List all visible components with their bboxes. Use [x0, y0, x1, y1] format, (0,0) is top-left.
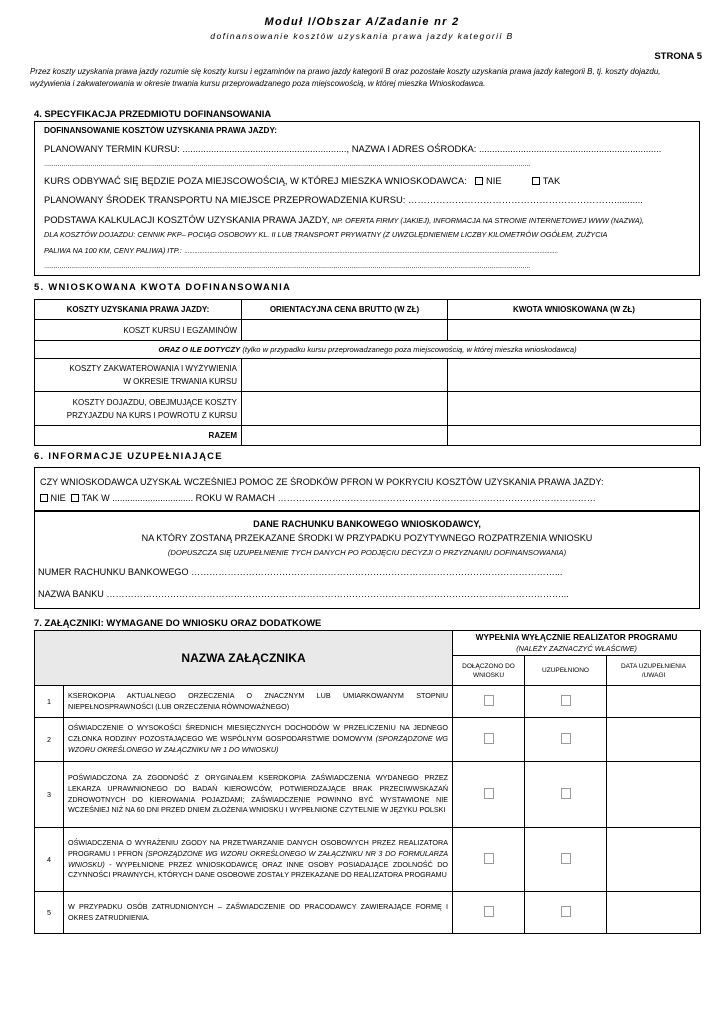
course-amount-input[interactable] — [448, 320, 701, 341]
program-header — [453, 631, 701, 656]
table-row — [35, 892, 701, 934]
course-center-label: , NAZWA I ADRES OŚRODKA: — [346, 143, 477, 154]
row-travel-line-2: PRZYJAZDU NA KURS I POWROTU Z KURSU — [66, 410, 237, 420]
attachment-name-header: NAZWA ZAŁĄCZNIKA — [35, 631, 453, 686]
total-price-input[interactable] — [242, 426, 448, 446]
row-total-label: RAZEM — [35, 426, 242, 446]
supplemented-header: UZUPEŁNIONO — [525, 656, 607, 686]
attached-checkbox[interactable] — [484, 733, 494, 744]
section-4-heading: DOFINANSOWANIE KOSZTÓW UZYSKANIA PRAWA JAZDY: — [44, 126, 278, 135]
attachment-text: KSEROKOPIA AKTUALNEGO ORZECZENIA O ZNACZNYM LUB UMIARKOWANYM STOPNIU NIEPEŁNOSPRAWNOŚCI (LUB ORZECZENIA RÓWNOWAŻNEGO) — [68, 690, 449, 711]
supplemented-checkbox[interactable] — [561, 733, 571, 744]
row-accommodation-label — [35, 359, 242, 392]
course-price-input[interactable] — [242, 320, 448, 341]
attachment-number: 1 — [35, 686, 64, 718]
section-4-title: 4. SPECYFIKACJA PRZEDMIOTU DOFINANSOWANIA — [34, 108, 272, 119]
note-rest: (tylko w przypadku kursu przeprowadzanego poza miejscowością, w której mieszka wnioskodawca) — [240, 345, 577, 354]
attachment-description — [64, 686, 453, 718]
course-term-label: PLANOWANY TERMIN KURSU: — [44, 143, 180, 154]
table-row — [35, 718, 701, 762]
outside-yes-label: TAK — [542, 175, 561, 186]
additional-costs-note — [35, 341, 701, 359]
bank-title: DANE RACHUNKU BANKOWEGO WNIOSKODAWCY, — [253, 519, 481, 529]
row-travel-line-1: KOSZTY DOJAZDU, OBEJMUJĄCE KOSZTY — [72, 397, 237, 407]
intro-text: Przez koszty uzyskania prawa jazdy rozumie się koszty kursu i egzaminów na prawo jazdy kategorii B oraz pozostałe koszty uzyskania prawa jazdy kategorii B, tj. koszty dojazdu, wyżywienia i zakwaterowania w okresie trwania kursu przeprowadzanego poza miejscowością, w której mieszka Wnioskodawca. — [30, 67, 661, 88]
outside-locality-row — [44, 175, 694, 186]
row-accommodation-line-1: KOSZTY ZAKWATEROWANIA I WYŻYWIENIA — [69, 364, 237, 373]
account-row — [38, 567, 696, 577]
basis-note-3: PALIWA NA 100 KM, CENY PALIWA) ITP.: — [44, 246, 182, 255]
supplemented-checkbox[interactable] — [561, 788, 571, 799]
travel-amount-input[interactable] — [448, 392, 701, 426]
outside-no-checkbox[interactable] — [475, 177, 483, 185]
attachment-number: 4 — [35, 828, 64, 892]
prior-aid-year-field[interactable]: ................................ — [112, 493, 194, 503]
attached-checkbox[interactable] — [484, 853, 494, 864]
attachment-text: W PRZYPADKU OSÓB ZATRUDNIONYCH – ZAŚWIADCZENIE OD PRACODAWCY ZAWIERAJĄCE FORMĘ I OKRES ZATRUDNIENIA. — [68, 901, 449, 922]
date-header-line-1: DATA UZUPEŁNIENIA — [620, 662, 687, 670]
prior-aid-program-field[interactable]: …………………………………………………………………………………………… — [277, 493, 596, 503]
date-remarks-field[interactable] — [607, 686, 701, 718]
basis-note-2: DLA KOSZTÓW DOJAZDU: CENNIK PKP– POCIĄG OSOBOWY KL. II LUB TRANSPORT PRYWATNY (Z UWZGLĘDNIENIEM LICZBY KILOMETRÓW OGÓŁEM, ZUŻYCIA — [44, 230, 608, 239]
basis-row — [44, 214, 694, 225]
module-subtitle: dofinansowanie kosztów uzyskania prawa jazdy kategorii B — [210, 31, 514, 41]
accommodation-price-input[interactable] — [242, 359, 448, 392]
transport-field[interactable]: …………………………………………………………........... — [407, 194, 643, 205]
attached-checkbox[interactable] — [484, 788, 494, 799]
basis-field-continued[interactable]: .......................................................................................................................................................................................................................................................... — [44, 263, 531, 270]
course-center-field[interactable]: ...................................................................... — [479, 143, 662, 154]
attachment-text-italic: (SPORZĄDZONE WG WZORU OKREŚLONEGO W ZAŁĄCZNIKU NR 1 DO WNIOSKU) — [68, 734, 448, 754]
note-bold: ORAZ O ILE DOTYCZY — [158, 345, 241, 354]
transport-row — [44, 194, 694, 205]
program-header-title: WYPEŁNIA WYŁĄCZNIE REALIZATOR PROGRAMU — [475, 632, 678, 642]
row-accommodation-line-2: W OKRESIE TRWANIA KURSU — [123, 377, 237, 386]
outside-yes-checkbox[interactable] — [532, 177, 540, 185]
bank-subtitle: NA KTÓRY ZOSTANĄ PRZEKAZANE ŚRODKI W PRZYPADKU POZYTYWNEGO ROZPATRZENIA WNIOSKU — [141, 533, 593, 543]
prior-aid-yes-label: TAK W — [81, 493, 110, 503]
attachment-text: OŚWIADCZENIA O WYRAŻENIU ZGODY NA PRZETWARZANIE DANYCH OSOBOWYCH PRZEZ REALIZATORA PROGRAMU I PFRON — [68, 837, 449, 858]
basis-note-1: NP. OFERTA FIRMY (JAKIEJ), INFORMACJA NA STRONIE INTERNETOWEJ WWW (NAZWA), — [331, 216, 645, 225]
amount-table — [34, 299, 701, 446]
attachment-description — [64, 892, 453, 934]
row-course-label: KOSZT KURSU I EGZAMINÓW — [35, 320, 242, 341]
supplemented-checkbox[interactable] — [561, 695, 571, 706]
attachments-table — [34, 630, 701, 934]
prior-aid-no-checkbox[interactable] — [40, 494, 48, 502]
attachment-text-after: - WYPEŁNIONE PRZEZ WNIOSKODAWCĘ ORAZ INNE OSOBY POSIADAJĄCE ZDOLNOŚĆ DO CZYNNOŚCI PRAWNYCH, KTÓRYCH DANE OSOBOWE ZOSTAŁY PRZEKAZANE DO REALIZATORA PROGRAMU — [68, 859, 449, 880]
table-row — [35, 686, 701, 718]
attachment-text-italic: (SPORZĄDZONE WG WZORU OKREŚLONEGO W ZAŁĄCZNIKU NR 3 DO FORMULARZA WNIOSKU) — [68, 848, 449, 869]
table-row — [35, 828, 701, 892]
prior-aid-answer-row — [40, 493, 696, 503]
date-remarks-field[interactable] — [607, 762, 701, 828]
prior-aid-year-label: ROKU W RAMACH — [195, 493, 275, 503]
travel-price-input[interactable] — [242, 392, 448, 426]
basis-note-row — [44, 244, 694, 255]
account-field[interactable]: …………………………………………………………………………………………………………... — [191, 567, 563, 577]
prior-aid-yes-checkbox[interactable] — [71, 494, 79, 502]
attachment-text: OŚWIADCZENIE O WYSOKOŚCI ŚREDNICH MIESIĘCZNYCH DOCHODÓW W PRZELICZENIU NA JEDNEGO CZŁONKA RODZINY POZOSTAJĄCEGO WE WSPÓLNYM GOSPODARSTWIE DOMOWYM — [68, 723, 449, 744]
page-number: STRONA 5 — [654, 51, 702, 62]
section-7-title: 7. ZAŁĄCZNIKI: WYMAGANE DO WNIOSKU ORAZ DODATKOWE — [34, 617, 322, 628]
attached-checkbox[interactable] — [484, 695, 494, 706]
bank-name-label: NAZWA BANKU — [38, 589, 104, 599]
bank-name-field[interactable]: ……………………………………………………………………………………………………………………………………... — [106, 589, 569, 599]
bank-name-row — [38, 589, 696, 599]
attached-header-line-2: WNIOSKU — [472, 671, 505, 679]
section-5-title: 5. WNIOSKOWANA KWOTA DOFINANSOWANIA — [34, 281, 292, 292]
basis-label: PODSTAWA KALKULACJI KOSZTÓW UZYSKANIA PRAWA JAZDY, — [44, 214, 330, 225]
attachment-description — [64, 718, 453, 762]
table-row — [35, 762, 701, 828]
row-travel-label — [35, 392, 242, 426]
attached-header-line-1: DOŁĄCZONO DO — [462, 662, 515, 670]
attached-header — [453, 656, 525, 686]
outside-no-label: NIE — [486, 175, 502, 186]
date-header-line-2: /UWAGI — [641, 671, 666, 679]
transport-label: PLANOWANY ŚRODEK TRANSPORTU NA MIEJSCE PRZEPROWADZENIA KURSU: — [44, 194, 406, 205]
date-header — [607, 656, 701, 686]
account-label: NUMER RACHUNKU BANKOWEGO — [38, 567, 189, 577]
attachment-number: 3 — [35, 762, 64, 828]
col-cost-header: KOSZTY UZYSKANIA PRAWA JAZDY: — [35, 300, 242, 320]
col-amount-header: KWOTA WNIOSKOWANA (W ZŁ) — [448, 300, 701, 320]
total-amount-input[interactable] — [448, 426, 701, 446]
module-title: Moduł I/Obszar A/Zadanie nr 2 — [264, 16, 460, 28]
attachment-number: 2 — [35, 718, 64, 762]
attachment-number: 5 — [35, 892, 64, 934]
bank-note: (DOPUSZCZA SIĘ UZUPEŁNIENIE TYCH DANYCH PO PODJĘCIU DECYZJI O PRZYZNANIU DOFINANSOWANIA) — [167, 548, 567, 557]
course-term-row — [44, 143, 694, 154]
date-remarks-field[interactable] — [607, 892, 701, 934]
course-center-field-continued[interactable]: .......................................................................................................................................................................................................................................................... — [44, 161, 531, 168]
prior-aid-no-label: NIE — [50, 493, 66, 503]
basis-field[interactable]: ................................................................................................................................................................................................................................ — [184, 249, 558, 255]
accommodation-amount-input[interactable] — [448, 359, 701, 392]
prior-aid-box — [34, 467, 700, 511]
attachment-text: POŚWIADCZONA ZA ZGODNOŚĆ Z ORYGINAŁEM KSEROKOPIA ZAŚWIADCZENIA WYDANEGO PRZEZ LEKARZA UPRAWNIONEGO DO BADAŃ KIEROWCÓW, POTWIERDZAJĄCE BRAK PRZECIWWSKAZAŃ ZDROWOTNYCH DO KIEROWANIA POJAZDAMI; ZAŚWIADCZENIE POWINNO BYĆ WYSTAWIONE NIE WCZEŚNIEJ NIŻ NA 60 DNI PRZED DNIEM ZŁOŻENIA WNIOSKU I WYPEŁNIONE CZYTELNIE W JĘZYKU POLSKI — [68, 772, 449, 815]
supplemented-checkbox[interactable] — [561, 853, 571, 864]
col-price-header: ORIENTACYJNA CENA BRUTTO (W ZŁ) — [242, 300, 448, 320]
program-header-note: (NALEŻY ZAZNACZYĆ WŁAŚCIWE) — [516, 644, 637, 653]
prior-aid-question: CZY WNIOSKODAWCA UZYSKAŁ WCZEŚNIEJ POMOC ZE ŚRODKÓW PFRON W POKRYCIU KOSZTÓW UZYSKANIA PRAWA JAZDY: — [40, 477, 604, 487]
section-6-title: 6. INFORMACJE UZUPEŁNIAJĄCE — [34, 450, 223, 461]
course-term-field[interactable]: ............................................................... — [182, 143, 347, 154]
attachment-description — [64, 828, 453, 892]
outside-locality-label: KURS ODBYWAĆ SIĘ BĘDZIE POZA MIEJSCOWOŚCIĄ, W KTÓREJ MIESZKA WNIOSKODAWCA: — [44, 175, 467, 186]
date-remarks-field[interactable] — [607, 828, 701, 892]
attachment-description — [64, 762, 453, 828]
attached-checkbox[interactable] — [484, 906, 494, 917]
date-remarks-field[interactable] — [607, 718, 701, 762]
supplemented-checkbox[interactable] — [561, 906, 571, 917]
